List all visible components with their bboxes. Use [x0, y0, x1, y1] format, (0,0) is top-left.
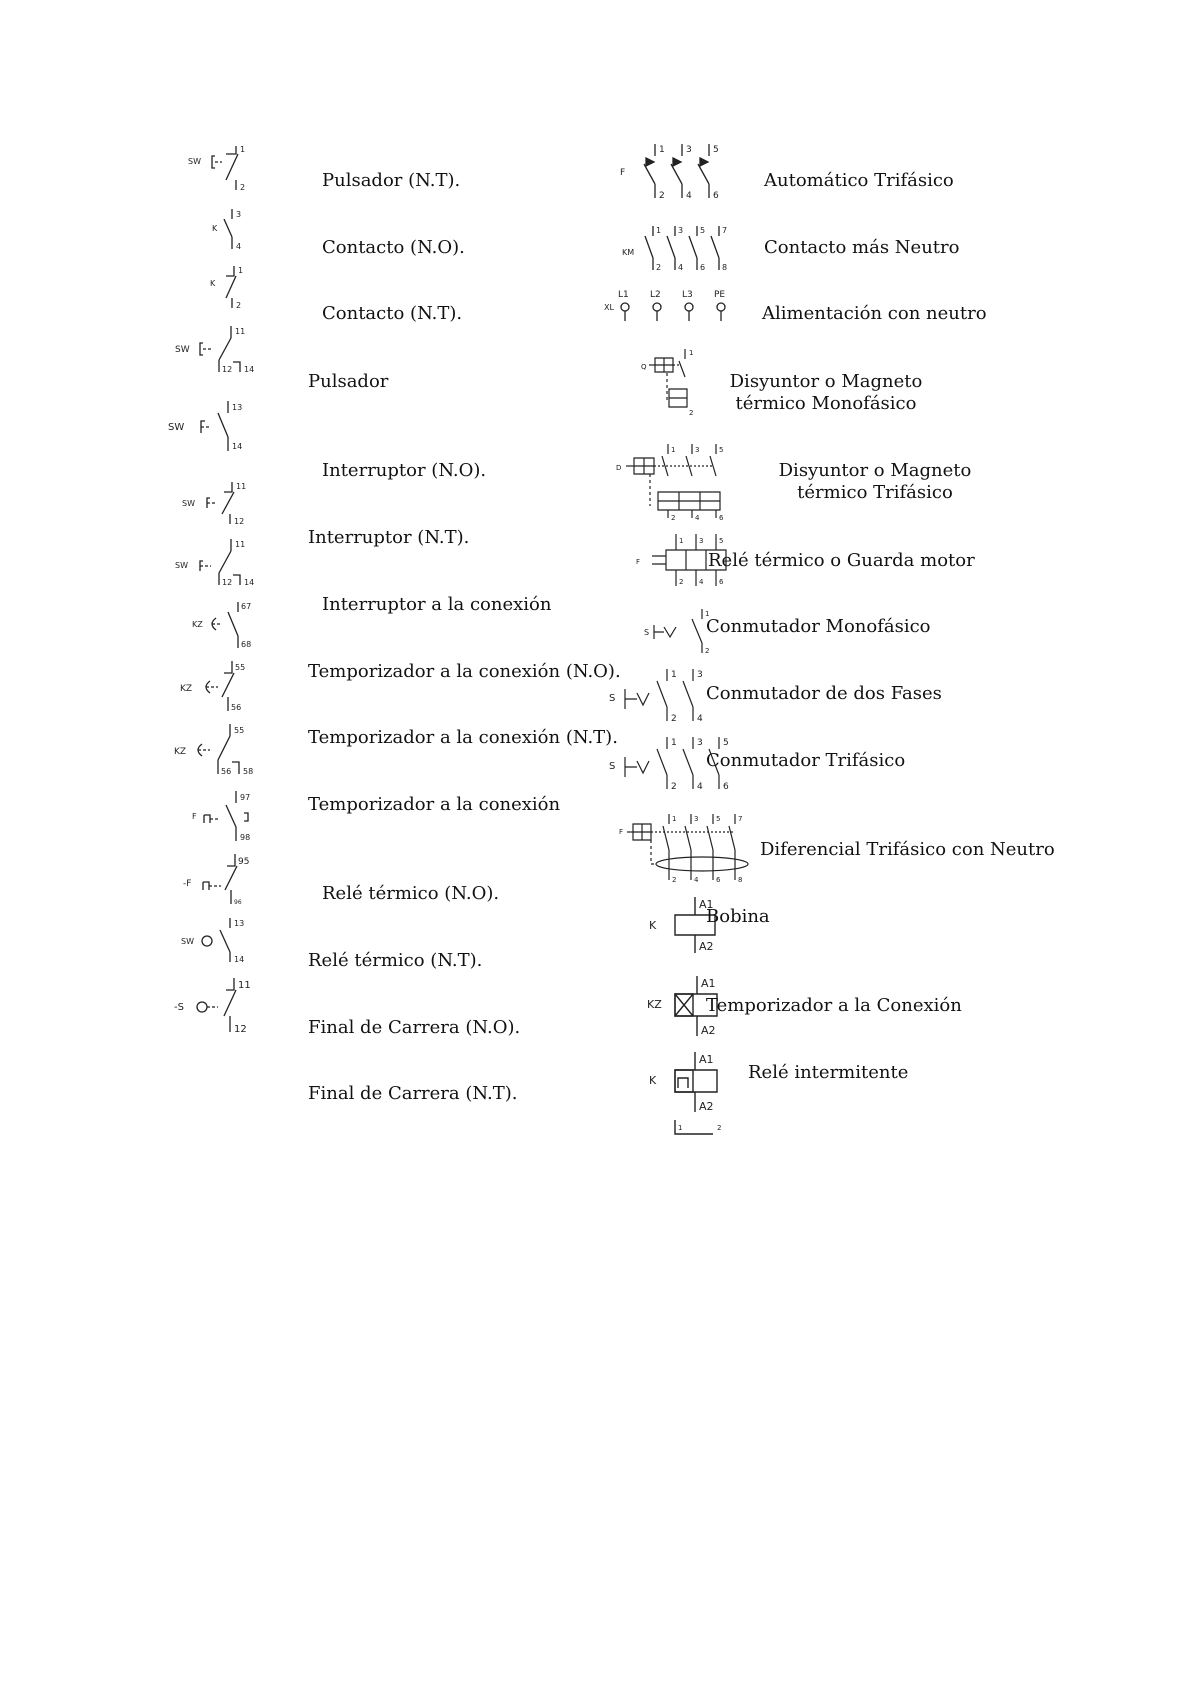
tag-k: K — [649, 1074, 657, 1087]
terminal-1: 1 — [671, 446, 676, 454]
terminal-8: 8 — [722, 263, 728, 272]
label-switch-no: Interruptor (N.O). — [322, 460, 487, 481]
terminal-2: 2 — [656, 263, 662, 272]
terminal-12: 12 — [222, 578, 233, 587]
tag-pe: PE — [714, 290, 726, 300]
terminal-14: 14 — [244, 365, 255, 374]
terminal-11: 11 — [238, 980, 251, 991]
terminal-2: 2 — [679, 578, 684, 586]
tag-q: Q — [641, 363, 647, 371]
terminal-5: 5 — [700, 226, 706, 235]
terminal-3: 3 — [697, 670, 703, 680]
label-rcd-three-phase-neutral: Diferencial Trifásico con Neutro — [760, 839, 1055, 860]
rcd-three-phase-neutral-symbol — [615, 810, 755, 885]
terminal-5: 5 — [719, 537, 724, 545]
terminal-58: 58 — [243, 767, 254, 776]
terminal-68: 68 — [241, 640, 252, 649]
label-three-phase-selector: Conmutador Trifásico — [706, 750, 906, 771]
label-flasher-relay: Relé intermitente — [748, 1062, 909, 1083]
label-single-phase-selector: Conmutador Monofásico — [706, 616, 931, 637]
label-on-delay-coil: Temporizador a la Conexión — [706, 995, 962, 1016]
terminal-5: 5 — [719, 446, 724, 454]
thermal-relay-no-symbol — [180, 785, 280, 850]
label-timer-no: Temporizador a la conexión (N.O). — [308, 661, 621, 682]
terminal-1: 1 — [671, 738, 677, 748]
terminal-11: 11 — [236, 482, 247, 491]
tag-k: K — [210, 279, 216, 288]
tag-kz: KZ — [647, 998, 662, 1011]
terminal-2: 2 — [240, 183, 246, 192]
tag-sw: SW — [175, 561, 188, 570]
terminal-11: 11 — [235, 540, 246, 549]
terminal-4: 4 — [697, 782, 703, 792]
terminal-5: 5 — [723, 738, 729, 748]
terminal-1: 1 — [238, 266, 244, 275]
terminal-98: 98 — [240, 833, 251, 842]
terminal-4: 4 — [236, 242, 242, 251]
contact-no-symbol — [180, 205, 270, 260]
terminal-2: 2 — [236, 301, 242, 310]
contact-neutral-symbol — [610, 222, 740, 282]
label-three-phase-breaker: Automático Trifásico — [764, 170, 954, 191]
terminal-a2: A2 — [699, 1100, 714, 1113]
terminal-6: 6 — [719, 578, 724, 586]
label-limit-switch-nc: Final de Carrera (N.T). — [308, 1083, 518, 1104]
single-phase-mcb-symbol — [635, 345, 715, 425]
terminal-4: 4 — [678, 263, 684, 272]
terminal-2: 2 — [659, 191, 665, 201]
terminal-4: 4 — [695, 514, 700, 522]
terminal-2: 2 — [689, 409, 694, 417]
terminal-1: 1 — [656, 226, 662, 235]
terminal-1: 1 — [689, 349, 694, 357]
label-supply-neutral: Alimentación con neutro — [762, 303, 987, 324]
terminal-3: 3 — [694, 815, 699, 823]
timer-nc-symbol — [170, 655, 270, 720]
label-contact-nc: Contacto (N.T). — [322, 303, 463, 324]
terminal-4: 4 — [686, 191, 692, 201]
tag-xl: XL — [604, 303, 614, 312]
timer-no-symbol — [180, 596, 270, 656]
terminal-1: 1 — [240, 145, 246, 154]
tag-s: -S — [174, 1002, 184, 1013]
terminal-6: 6 — [700, 263, 706, 272]
terminal-12: 12 — [234, 1024, 247, 1035]
terminal-3: 3 — [678, 226, 684, 235]
label-contact-no: Contacto (N.O). — [322, 237, 465, 258]
terminal-2: 2 — [717, 1124, 722, 1132]
terminal-4: 4 — [694, 876, 699, 884]
terminal-8: 8 — [738, 876, 743, 884]
tag-sw: SW — [168, 422, 185, 433]
tag-l3: L3 — [682, 290, 693, 300]
terminal-4: 4 — [699, 578, 704, 586]
tag-sw: SW — [182, 499, 195, 508]
supply-neutral-symbol — [600, 285, 740, 330]
label-thermal-relay-no: Relé térmico (N.O). — [322, 883, 500, 904]
two-phase-selector-symbol — [605, 665, 715, 730]
terminal-2: 2 — [672, 876, 677, 884]
tag-kz: KZ — [192, 620, 203, 629]
tag-s: S — [609, 693, 616, 704]
terminal-5: 5 — [713, 145, 719, 155]
tag-d: D — [616, 464, 622, 472]
label-three-phase-mcb: Disyuntor o Magneto térmico Trifásico — [778, 460, 972, 503]
terminal-14: 14 — [244, 578, 255, 587]
label-contact-neutral: Contacto más Neutro — [764, 237, 960, 258]
terminal-2: 2 — [671, 514, 676, 522]
tag-sw: SW — [188, 157, 201, 166]
switch-changeover-symbol — [165, 535, 275, 595]
tag-f: -F — [183, 879, 192, 889]
terminal-a2: A2 — [701, 1024, 716, 1037]
terminal-6: 6 — [723, 782, 729, 792]
terminal-4: 4 — [697, 714, 703, 724]
terminal-2: 2 — [671, 714, 677, 724]
label-motor-guard: Relé térmico o Guarda motor — [708, 550, 975, 571]
label-thermal-relay-nc: Relé térmico (N.T). — [308, 950, 483, 971]
tag-s: S — [644, 628, 650, 637]
terminal-1: 1 — [672, 815, 677, 823]
terminal-1: 1 — [671, 670, 677, 680]
label-limit-switch-no: Final de Carrera (N.O). — [308, 1017, 521, 1038]
label-single-phase-mcb: Disyuntor o Magneto térmico Monofásico — [729, 371, 923, 414]
three-phase-breaker-symbol — [610, 140, 740, 205]
tag-s: S — [609, 761, 616, 772]
timer-changeover-symbol — [170, 718, 280, 783]
terminal-55: 55 — [234, 726, 245, 735]
terminal-3: 3 — [236, 210, 242, 219]
terminal-56: 56 — [231, 703, 242, 712]
terminal-5: 5 — [716, 815, 721, 823]
thermal-relay-nc-symbol — [175, 848, 275, 913]
tag-k: K — [649, 919, 657, 932]
switch-no-symbol — [160, 395, 270, 460]
terminal-a1: A1 — [701, 977, 716, 990]
label-two-phase-selector: Conmutador de dos Fases — [706, 683, 942, 704]
tag-km: KM — [622, 248, 635, 257]
switch-nc-symbol — [170, 478, 270, 533]
flasher-relay-symbol — [645, 1048, 745, 1148]
terminal-95: 95 — [238, 857, 250, 867]
contact-nc-symbol — [180, 262, 270, 317]
terminal-2: 2 — [705, 647, 710, 655]
terminal-55: 55 — [235, 663, 246, 672]
terminal-a1: A1 — [699, 898, 714, 911]
tag-sw: SW — [181, 937, 194, 946]
limit-switch-no-symbol — [175, 912, 275, 972]
terminal-56: 56 — [221, 767, 232, 776]
terminal-97: 97 — [240, 793, 251, 802]
terminal-12: 12 — [234, 517, 245, 526]
terminal-7: 7 — [738, 815, 743, 823]
tag-f: F — [619, 828, 624, 836]
tag-f: F — [192, 812, 197, 821]
terminal-6: 6 — [719, 514, 724, 522]
label-timer-changeover: Temporizador a la conexión — [308, 794, 561, 815]
label-pushbutton: Pulsador — [308, 371, 389, 392]
terminal-1: 1 — [659, 145, 665, 155]
tag-l1: L1 — [618, 290, 629, 300]
terminal-12: 12 — [222, 365, 233, 374]
three-phase-mcb-symbol — [610, 440, 740, 522]
terminal-6: 6 — [716, 876, 721, 884]
label-switch-nc: Interruptor (N.T). — [308, 527, 470, 548]
tag-kz: KZ — [174, 747, 187, 757]
terminal-1: 1 — [705, 610, 710, 618]
terminal-3: 3 — [699, 537, 704, 545]
terminal-14: 14 — [234, 955, 245, 964]
terminal-3: 3 — [697, 738, 703, 748]
terminal-67: 67 — [241, 602, 252, 611]
terminal-13: 13 — [232, 403, 243, 412]
terminal-13: 13 — [234, 919, 245, 928]
terminal-11: 11 — [235, 327, 246, 336]
tag-k: K — [212, 224, 218, 233]
tag-f: F — [636, 558, 641, 566]
pushbutton-changeover-symbol — [165, 322, 275, 382]
label-timer-nc: Temporizador a la conexión (N.T). — [308, 727, 618, 748]
terminal-2: 2 — [671, 782, 677, 792]
tag-l2: L2 — [650, 290, 661, 300]
terminal-a1: A1 — [699, 1053, 714, 1066]
terminal-3: 3 — [695, 446, 700, 454]
limit-switch-nc-symbol — [170, 970, 270, 1040]
tag-kz: KZ — [180, 684, 193, 694]
terminal-3: 3 — [686, 145, 692, 155]
tag-sw: SW — [175, 345, 190, 355]
label-pushbutton-nc: Pulsador (N.T). — [322, 170, 461, 191]
terminal-14: 14 — [232, 442, 243, 451]
terminal-7: 7 — [722, 226, 728, 235]
label-coil: Bobina — [706, 906, 770, 927]
terminal-a2: A2 — [699, 940, 714, 953]
terminal-96: 96 — [234, 899, 242, 906]
pushbutton-nc-symbol — [180, 140, 270, 200]
label-switch-changeover: Interruptor a la conexión — [322, 594, 552, 615]
terminal-1: 1 — [679, 537, 684, 545]
terminal-6: 6 — [713, 191, 719, 201]
terminal-1: 1 — [678, 1124, 683, 1132]
tag-f: F — [620, 168, 626, 178]
